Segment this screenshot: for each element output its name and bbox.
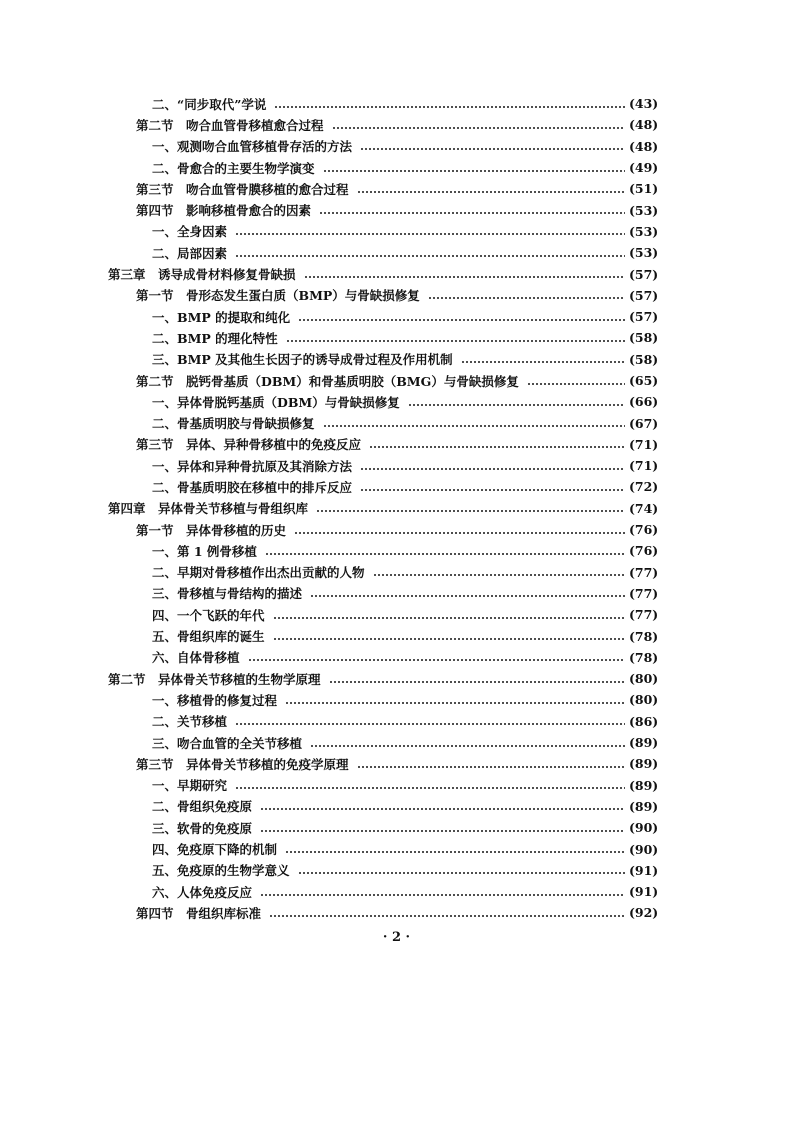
toc-entry-title: 第四节 影响移植骨愈合的因素 (136, 203, 312, 219)
toc-entry-page: (72) (629, 479, 659, 495)
toc-entry-page: (48) (629, 117, 659, 133)
toc-entry-title: 第三节 异体、异种骨移植中的免疫反应 (136, 437, 362, 453)
leader-dots (260, 885, 625, 899)
toc-entry-title: 一、第 1 例骨移植 (152, 543, 257, 559)
leader-dots (360, 459, 625, 473)
toc-entry-page: (53) (629, 223, 659, 239)
toc-entry-page: (57) (629, 266, 659, 282)
toc-entry (0, 285, 793, 306)
leader-dots (235, 778, 625, 792)
toc-entry-page: (78) (629, 649, 659, 665)
leader-dots (248, 650, 625, 664)
leader-dots (235, 246, 625, 260)
toc-entry (0, 455, 793, 476)
toc-entry-title: 第一节 异体骨移植的历史 (136, 522, 287, 538)
toc-entry-page: (91) (629, 862, 659, 878)
toc-entry-title: 第三节 吻合血管骨膜移植的愈合过程 (136, 181, 349, 197)
leader-dots (310, 586, 625, 600)
leader-dots (428, 288, 625, 302)
toc-entry (0, 711, 793, 732)
leader-dots (285, 842, 625, 856)
toc-entry (0, 157, 793, 178)
table-of-contents (0, 93, 793, 924)
toc-entry-title: 五、骨组织库的诞生 (152, 629, 265, 645)
toc-entry (0, 647, 793, 668)
leader-dots (332, 118, 625, 132)
toc-entry-title: 第三节 异体骨关节移植的免疫学原理 (136, 756, 349, 772)
leader-dots (360, 139, 625, 153)
toc-entry-title: 三、BMP 及其他生长因子的诱导成骨过程及作用机制 (152, 352, 453, 368)
toc-entry (0, 136, 793, 157)
leader-dots (260, 799, 625, 813)
toc-entry (0, 753, 793, 774)
leader-dots (357, 757, 625, 771)
toc-entry (0, 476, 793, 497)
toc-entry-title: 第二节 异体骨关节移植的生物学原理 (108, 671, 321, 687)
toc-entry-title: 六、人体免疫反应 (152, 884, 253, 900)
toc-entry-title: 二、骨基质明胶与骨缺损修复 (152, 416, 315, 432)
toc-entry-title: 二、“同步取代”学说 (152, 96, 267, 112)
toc-entry (0, 604, 793, 625)
leader-dots (323, 416, 625, 430)
toc-entry (0, 583, 793, 604)
toc-entry (0, 519, 793, 540)
toc-entry-page: (57) (629, 287, 659, 303)
leader-dots (408, 395, 625, 409)
toc-entry-title: 一、异体和异种骨抗原及其消除方法 (152, 458, 353, 474)
toc-entry (0, 178, 793, 199)
toc-entry-title: 六、自体骨移植 (152, 650, 240, 666)
leader-dots (461, 352, 625, 366)
leader-dots (269, 906, 625, 920)
toc-entry-title: 一、全身因素 (152, 224, 228, 240)
toc-entry (0, 625, 793, 646)
leader-dots (310, 736, 625, 750)
toc-entry (0, 349, 793, 370)
leader-dots (286, 331, 625, 345)
toc-entry (0, 242, 793, 263)
toc-entry-page: (57) (629, 309, 659, 325)
toc-entry-page: (80) (629, 692, 659, 708)
toc-entry-title: 一、异体骨脱钙基质（DBM）与骨缺损修复 (152, 394, 400, 410)
toc-entry (0, 838, 793, 859)
leader-dots (298, 863, 625, 877)
leader-dots (294, 523, 625, 537)
toc-entry-page: (43) (629, 96, 659, 112)
toc-entry (0, 796, 793, 817)
toc-entry-page: (89) (629, 735, 659, 751)
leader-dots (265, 544, 625, 558)
toc-entry-title: 一、观测吻合血管移植骨存活的方法 (152, 139, 353, 155)
leader-dots (274, 97, 625, 111)
toc-entry-page: (92) (629, 905, 659, 921)
toc-entry-page: (53) (629, 202, 659, 218)
toc-entry (0, 498, 793, 519)
toc-entry-page: (90) (629, 820, 659, 836)
toc-entry-page: (89) (629, 798, 659, 814)
toc-entry (0, 114, 793, 135)
toc-entry-title: 一、BMP 的提取和纯化 (152, 309, 291, 325)
toc-entry-title: 第四章 异体骨关节移植与骨组织库 (108, 501, 309, 517)
toc-entry-page: (58) (629, 330, 659, 346)
leader-dots (285, 693, 625, 707)
toc-entry-title: 三、骨移植与骨结构的描述 (152, 586, 303, 602)
toc-entry-page: (91) (629, 884, 659, 900)
toc-entry (0, 689, 793, 710)
leader-dots (235, 714, 625, 728)
leader-dots (298, 310, 625, 324)
toc-entry-page: (80) (629, 671, 659, 687)
leader-dots (304, 267, 625, 281)
toc-entry-page: (86) (629, 713, 659, 729)
toc-entry-page: (77) (629, 607, 659, 623)
leader-dots (360, 480, 625, 494)
toc-entry (0, 562, 793, 583)
toc-entry-page: (58) (629, 351, 659, 367)
toc-entry-page: (89) (629, 756, 659, 772)
toc-entry-page: (71) (629, 436, 659, 452)
toc-entry (0, 668, 793, 689)
leader-dots (273, 608, 625, 622)
toc-entry-title: 二、关节移植 (152, 714, 228, 730)
toc-entry (0, 775, 793, 796)
toc-entry-title: 一、早期研究 (152, 778, 228, 794)
toc-entry-page: (89) (629, 777, 659, 793)
toc-entry-page: (74) (629, 500, 659, 516)
leader-dots (260, 821, 625, 835)
toc-entry (0, 540, 793, 561)
toc-entry-page: (65) (629, 373, 659, 388)
toc-entry-page: (71) (629, 458, 659, 474)
leader-dots (527, 374, 625, 388)
toc-entry-title: 二、骨组织免疫原 (152, 799, 253, 815)
toc-entry-title: 二、局部因素 (152, 245, 228, 261)
toc-entry-page: (49) (629, 160, 659, 176)
leader-dots (235, 224, 625, 238)
toc-entry-page: (90) (629, 841, 659, 857)
toc-entry-title: 第二节 吻合血管骨移植愈合过程 (136, 117, 324, 133)
leader-dots (369, 437, 625, 451)
toc-entry (0, 199, 793, 220)
toc-entry-page: (48) (629, 138, 659, 154)
leader-dots (319, 203, 625, 217)
toc-entry (0, 881, 793, 902)
toc-entry-page: (78) (629, 628, 659, 644)
toc-entry-page: (67) (629, 415, 659, 431)
toc-entry-title: 三、软骨的免疫原 (152, 820, 253, 836)
leader-dots (323, 161, 625, 175)
toc-entry (0, 860, 793, 881)
leader-dots (373, 565, 625, 579)
leader-dots (357, 182, 625, 196)
toc-entry (0, 434, 793, 455)
toc-entry-title: 第三章 诱导成骨材料修复骨缺损 (108, 267, 296, 283)
toc-entry-page: (77) (629, 585, 659, 601)
leader-dots (316, 501, 625, 515)
toc-entry-title: 二、BMP 的理化特性 (152, 330, 278, 346)
toc-entry (0, 732, 793, 753)
toc-entry (0, 412, 793, 433)
toc-entry-title: 四、免疫原下降的机制 (152, 842, 278, 858)
page-number: · 2 · (382, 930, 411, 945)
toc-entry-page: (51) (629, 181, 659, 197)
toc-entry-title: 第二节 脱钙骨基质（DBM）和骨基质明胶（BMG）与骨缺损修复 (136, 373, 519, 389)
leader-dots (329, 672, 625, 686)
toc-entry-page: (77) (629, 564, 659, 580)
toc-entry-title: 五、免疫原的生物学意义 (152, 863, 290, 879)
toc-entry (0, 93, 793, 114)
toc-entry-title: 三、吻合血管的全关节移植 (152, 735, 303, 751)
toc-entry-page: (66) (629, 394, 659, 410)
toc-entry-page: (76) (629, 522, 659, 538)
toc-entry (0, 263, 793, 284)
toc-entry-page: (76) (629, 543, 659, 559)
toc-entry (0, 221, 793, 242)
toc-entry-title: 一、移植骨的修复过程 (152, 692, 278, 708)
toc-entry (0, 370, 793, 391)
leader-dots (273, 629, 625, 643)
toc-entry-page: (53) (629, 245, 659, 261)
toc-entry-title: 二、骨基质明胶在移植中的排斥反应 (152, 479, 353, 495)
toc-entry-title: 四、一个飞跃的年代 (152, 607, 265, 623)
toc-entry (0, 391, 793, 412)
toc-entry-title: 第四节 骨组织库标准 (136, 905, 262, 921)
toc-entry (0, 327, 793, 348)
toc-entry (0, 817, 793, 838)
toc-entry-title: 二、骨愈合的主要生物学演变 (152, 160, 315, 176)
toc-entry (0, 902, 793, 923)
toc-entry (0, 306, 793, 327)
toc-entry-title: 第一节 骨形态发生蛋白质（BMP）与骨缺损修复 (136, 288, 420, 304)
toc-entry-title: 二、早期对骨移植作出杰出贡献的人物 (152, 565, 365, 581)
